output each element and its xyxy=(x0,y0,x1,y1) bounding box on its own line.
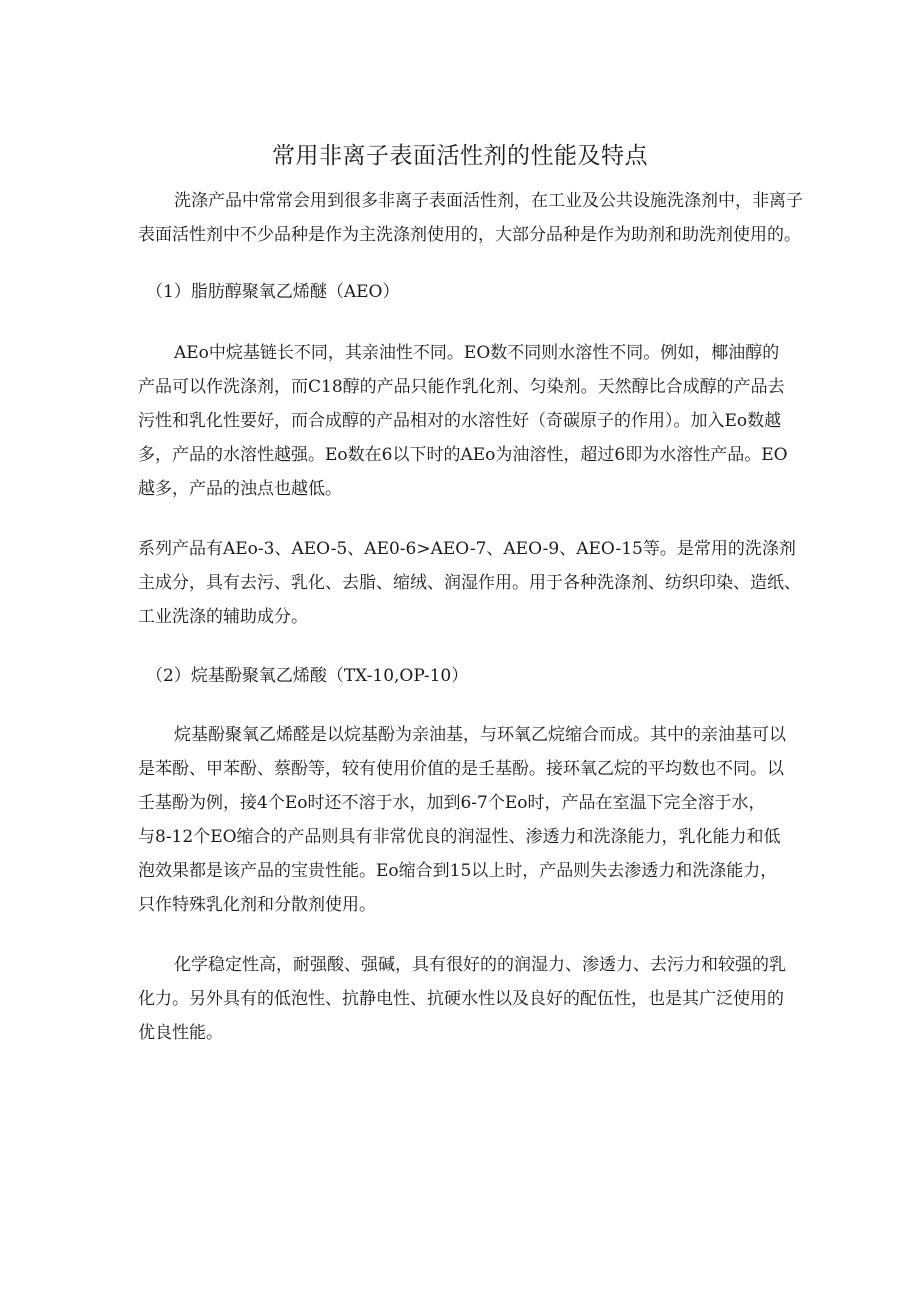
text-line: 表面活性剂中不少品种是作为主洗涤剂使用的，大部分品种是作为助剂和助洗剂使用的。 xyxy=(138,225,801,245)
section-1-paragraph-2 xyxy=(138,532,802,634)
text-line: 泡效果都是该产品的宝贵性能。Eo缩合到15以上时，产品则失去渗透力和洗涤能力， xyxy=(138,861,778,881)
text-line: 壬基酚为例，接4个Eo时还不溶于水，加到6-7个Eo时，产品在室温下完全溶于水， xyxy=(138,793,766,813)
text-line: 主成分，具有去污、乳化、去脂、缩绒、润湿作用。用于各种洗涤剂、纺织印染、造纸、 xyxy=(138,573,801,593)
text-line: 污性和乳化性要好，而合成醇的产品相对的水溶性好（奇碳原子的作用）。加入Eo数越 xyxy=(138,411,782,431)
section-1-paragraph-1 xyxy=(138,336,802,506)
text-line: 越多，产品的浊点也越低。 xyxy=(138,479,342,499)
text-line: 化学稳定性高，耐强酸、强碱，具有很好的的润湿力、渗透力、去污力和较强的乳 xyxy=(174,955,786,975)
text-line: 只作特殊乳化剂和分散剂使用。 xyxy=(138,895,376,915)
page-title: 常用非离子表面活性剂的性能及特点 xyxy=(272,143,648,169)
section-2-heading: （2）烷基酚聚氧乙烯酸（TX-10,OP-10） xyxy=(146,666,469,686)
text-line: 与8-12个EO缩合的产品则具有非常优良的润湿性、渗透力和洗涤能力，乳化能力和低 xyxy=(138,827,781,847)
text-line: 优良性能。 xyxy=(138,1023,223,1043)
text-line: 化力。另外具有的低泡性、抗静电性、抗硬水性以及良好的配伍性，也是其广泛使用的 xyxy=(138,989,784,1009)
text-line: 洗涤产品中常常会用到很多非离子表面活性剂，在工业及公共设施洗涤剂中，非离子 xyxy=(174,191,803,211)
text-line: AEo中烷基链长不同，其亲油性不同。EO数不同则水溶性不同。例如，椰油醇的 xyxy=(174,343,780,363)
text-line: 烷基酚聚氧乙烯醛是以烷基酚为亲油基，与环氧乙烷缩合而成。其中的亲油基可以 xyxy=(174,725,786,745)
section-2-paragraph-2 xyxy=(138,948,802,1050)
intro-paragraph xyxy=(138,184,802,252)
text-line: 多，产品的水溶性越强。Eo数在6以下时的AEo为油溶性，超过6即为水溶性产品。EO xyxy=(138,445,788,465)
text-line: 工业洗涤的辅助成分。 xyxy=(138,607,308,627)
section-2-paragraph-1 xyxy=(138,718,802,922)
text-line: 产品可以作洗涤剂，而C18醇的产品只能作乳化剂、匀染剂。天然醇比合成醇的产品去 xyxy=(138,377,785,397)
section-1-heading: （1）脂肪醇聚氧乙烯醚（AEO） xyxy=(146,282,400,302)
text-line: 是苯酚、甲苯酚、蔡酚等，较有使用价值的是壬基酚。接环氧乙烷的平均数也不同。以 xyxy=(138,759,784,779)
text-line: 系列产品有AEo-3、AEO-5、AE0-6>AEO-7、AEO-9、AEO-15等。是常用的洗涤剂 xyxy=(138,539,796,559)
